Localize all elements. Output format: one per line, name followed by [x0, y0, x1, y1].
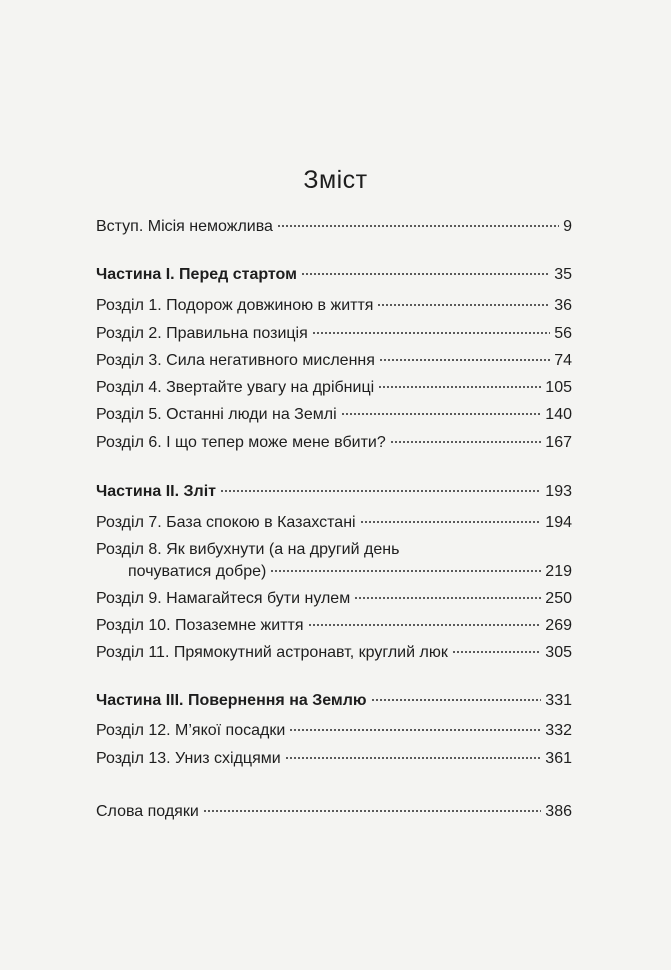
toc-entry-chapter-4[interactable]	[96, 377, 572, 399]
toc-entry-chapter-5[interactable]	[96, 404, 572, 426]
toc-entry-part-2[interactable]	[96, 481, 572, 503]
toc-entry-page: 74	[554, 352, 572, 369]
toc-entry-label: Розділ 1. Подорож довжиною в життя	[96, 297, 374, 314]
toc-entry-label: Частина I. Перед стартом	[96, 266, 297, 283]
toc-entry-chapter-8[interactable]	[96, 561, 572, 583]
toc-entry-label: Частина III. Повернення на Землю	[96, 692, 367, 709]
toc-entry-label: Розділ 12. М’якої посадки	[96, 722, 286, 739]
toc-entry-chapter-2[interactable]	[96, 323, 572, 345]
toc-entry-label: Розділ 10. Позаземне життя	[96, 617, 304, 634]
toc-entry-page: 35	[554, 266, 572, 283]
dot-leader	[377, 303, 550, 307]
dot-leader	[378, 385, 541, 389]
toc-entry-page: 361	[545, 750, 572, 767]
toc-entry-page: 105	[545, 379, 572, 396]
dot-leader	[371, 698, 542, 702]
dot-leader	[341, 412, 542, 416]
toc-entry-part-3[interactable]	[96, 690, 572, 712]
dot-leader	[379, 358, 550, 362]
toc-entry-page: 386	[545, 803, 572, 820]
toc-entry-label: Розділ 8. Як вибухнути (а на другий день	[96, 541, 400, 558]
toc-entry-label: Розділ 9. Намагайтеся бути нулем	[96, 590, 351, 607]
toc-entry-introduction[interactable]	[96, 216, 572, 238]
toc-entry-label: Розділ 6. І що тепер може мене вбити?	[96, 434, 386, 451]
toc-entry-label: Розділ 11. Прямокутний астронавт, круглий люк	[96, 644, 448, 661]
toc-entry-label: Вступ. Місія неможлива	[96, 218, 273, 235]
toc-entry-label: Розділ 2. Правильна позиція	[96, 325, 308, 342]
toc-entry-page: 250	[545, 590, 572, 607]
dot-leader	[220, 489, 541, 493]
dot-leader	[390, 440, 542, 444]
toc-entry-page: 140	[545, 406, 572, 423]
toc-entry-page: 269	[545, 617, 572, 634]
dot-leader	[308, 623, 542, 627]
dot-leader	[452, 650, 541, 654]
dot-leader	[289, 728, 541, 732]
toc-entry-chapter-11[interactable]	[96, 642, 572, 664]
toc-entry-page: 332	[545, 722, 572, 739]
toc-entry-chapter-10[interactable]	[96, 615, 572, 637]
dot-leader	[301, 272, 550, 276]
toc-entry-chapter-8-line1[interactable]	[96, 539, 572, 561]
toc-entry-chapter-13[interactable]	[96, 748, 572, 770]
dot-leader	[285, 756, 542, 760]
toc-entry-acknowledgements[interactable]	[96, 801, 572, 823]
dot-leader	[312, 331, 550, 335]
toc-entry-chapter-9[interactable]	[96, 588, 572, 610]
toc-entry-page: 56	[554, 325, 572, 342]
toc-entry-label: Частина II. Зліт	[96, 483, 216, 500]
toc-entry-label-continued: почуватися добре)	[128, 563, 267, 580]
toc-entry-page: 194	[545, 514, 572, 531]
toc-entry-label: Розділ 5. Останні люди на Землі	[96, 406, 337, 423]
toc-entry-page: 167	[545, 434, 572, 451]
toc-entry-label: Розділ 13. Униз східцями	[96, 750, 281, 767]
toc-entry-label: Розділ 3. Сила негативного мислення	[96, 352, 375, 369]
dot-leader	[270, 569, 541, 573]
toc-entry-label: Слова подяки	[96, 803, 199, 820]
dot-leader	[203, 809, 542, 813]
dot-leader	[277, 224, 559, 228]
toc-entry-part-1[interactable]	[96, 264, 572, 286]
toc-entry-page: 219	[545, 563, 572, 580]
toc-entry-page: 331	[545, 692, 572, 709]
toc-entry-label: Розділ 4. Звертайте увагу на дрібниці	[96, 379, 375, 396]
page-title: Зміст	[303, 166, 368, 194]
toc-entry-page: 36	[554, 297, 572, 314]
toc-entry-chapter-7[interactable]	[96, 512, 572, 534]
toc-entry-page: 305	[545, 644, 572, 661]
dot-leader	[360, 520, 542, 524]
dot-leader	[354, 596, 541, 600]
toc-entry-page: 9	[563, 218, 572, 235]
toc-entry-label: Розділ 7. База спокою в Казахстані	[96, 514, 356, 531]
toc-entry-chapter-6[interactable]	[96, 432, 572, 454]
toc-entry-chapter-3[interactable]	[96, 350, 572, 372]
toc-entry-chapter-12[interactable]	[96, 720, 572, 742]
toc-entry-chapter-1[interactable]	[96, 295, 572, 317]
toc-entry-page: 193	[545, 483, 572, 500]
